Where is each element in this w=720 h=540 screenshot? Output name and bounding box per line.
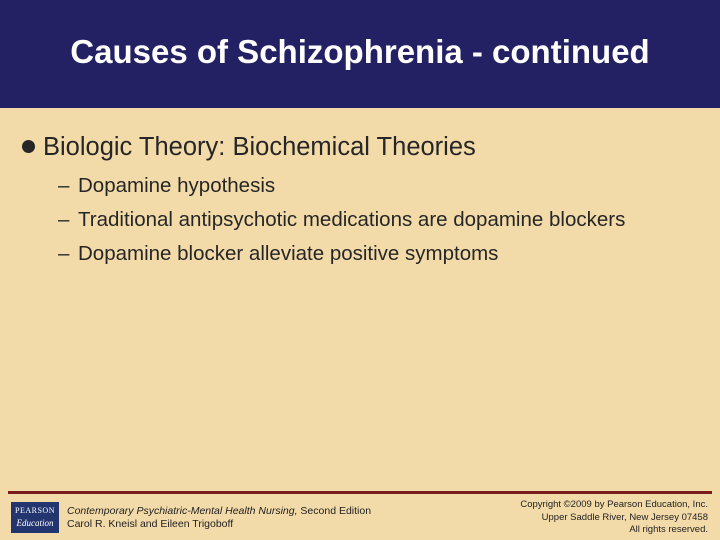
sub-bullet xyxy=(58,238,698,269)
copyright-rights: All rights reserved. xyxy=(629,524,708,535)
sub-bullet xyxy=(58,170,698,201)
sub-bullet-list xyxy=(58,170,698,272)
bullet-dot-icon xyxy=(22,140,35,153)
pearson-logo xyxy=(11,502,59,533)
title-bar xyxy=(0,0,720,108)
copyright-address: Upper Saddle River, New Jersey 07458 xyxy=(541,511,708,523)
sub-bullet-text: Traditional antipsychotic medications are dopamine blockers xyxy=(78,208,626,231)
book-citation xyxy=(67,505,371,531)
dash-icon: – xyxy=(58,174,70,197)
book-title: Contemporary Psychiatric-Mental Health Nursing, xyxy=(67,505,298,517)
book-edition: Second Edition xyxy=(297,505,372,517)
slide-title: Causes of Schizophrenia - continued xyxy=(70,33,650,70)
sub-bullet-text: Dopamine blocker alleviate positive symptoms xyxy=(78,242,499,265)
logo-bottom-text: Education xyxy=(16,518,54,528)
sub-bullet-text: Dopamine hypothesis xyxy=(78,174,276,197)
sub-bullet xyxy=(58,204,698,235)
footer-divider xyxy=(8,491,712,494)
dash-icon: – xyxy=(58,242,70,265)
copyright-notice xyxy=(448,499,708,537)
main-bullet-text: Biologic Theory: Biochemical Theories xyxy=(43,133,476,161)
copyright-line: Copyright ©2009 by Pearson Education, Inc. xyxy=(520,499,708,510)
main-bullet xyxy=(22,131,476,163)
logo-top-text: PEARSON xyxy=(15,506,55,515)
dash-icon: – xyxy=(58,208,70,231)
book-authors: Carol R. Kneisl and Eileen Trigoboff xyxy=(67,518,234,530)
